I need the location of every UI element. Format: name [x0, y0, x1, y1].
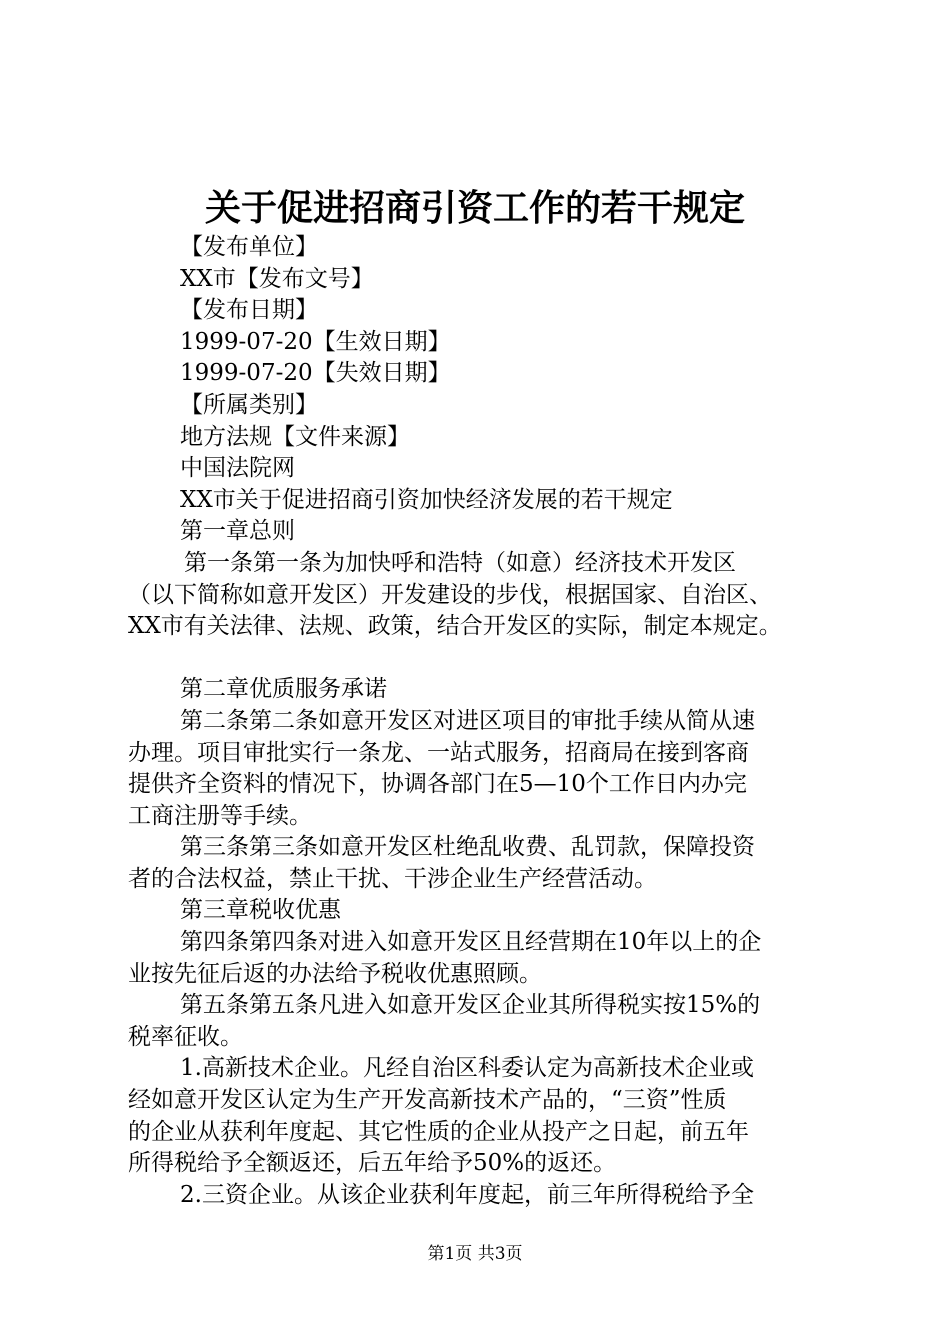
text-line: 1999-07-20【失效日期】 — [180, 360, 451, 387]
text-line: XX市有关法律、法规、政策，结合开发区的实际，制定本规定。 — [128, 613, 782, 640]
text-line: 第四条第四条对进入如意开发区且经营期在10年以上的企 — [180, 929, 762, 956]
text-line: 1999-07-20【生效日期】 — [180, 328, 451, 355]
text-line: 第一条第一条为加快呼和浩特（如意）经济技术开发区 — [184, 549, 736, 576]
text-line: 经如意开发区认定为生产开发高新技术产品的，“三资”性质 — [128, 1087, 727, 1114]
text-line: 【发布单位】 — [180, 234, 318, 260]
text-line: 2.三资企业。从该企业获利年度起，前三年所得税给予全 — [180, 1181, 754, 1208]
document-title: 关于促进招商引资工作的若干规定 — [204, 187, 745, 229]
text-line: 第三条第三条如意开发区杜绝乱收费、乱罚款，保障投资 — [180, 834, 755, 861]
text-line: 者的合法权益，禁止干扰、干涉企业生产经营活动。 — [128, 865, 657, 892]
text-line: XX市【发布文号】 — [180, 265, 374, 292]
text-line: 中国法院网 — [180, 455, 295, 482]
text-line: 办理。项目审批实行一条龙、一站式服务，招商局在接到客商 — [128, 739, 749, 766]
page-footer: 第1页 共3页 — [427, 1244, 523, 1264]
text-line: 第五条第五条凡进入如意开发区企业其所得税实按15%的 — [180, 992, 761, 1019]
text-line: 地方法规【文件来源】 — [180, 423, 410, 450]
text-line: 业按先征后返的办法给予税收优惠照顾。 — [128, 960, 542, 987]
text-line: 工商注册等手续。 — [128, 802, 312, 829]
text-line: 税率征收。 — [128, 1023, 243, 1050]
text-line: 1.高新技术企业。凡经自治区科委认定为高新技术企业或 — [180, 1055, 754, 1082]
text-line: 【发布日期】 — [180, 297, 318, 324]
text-line: 【所属类别】 — [180, 391, 318, 418]
text-line: 第二条第二条如意开发区对进区项目的审批手续从简从速 — [180, 707, 755, 734]
text-line: 第一章总则 — [180, 518, 295, 545]
blank-line — [128, 643, 848, 675]
text-line: 所得税给予全额返还，后五年给予50%的返还。 — [128, 1150, 617, 1177]
text-line: 第二章优质服务承诺 — [180, 676, 387, 703]
text-line: 的企业从获利年度起、其它性质的企业从投产之日起，前五年 — [128, 1118, 749, 1145]
text-line: 提供齐全资料的情况下，协调各部门在5—10个工作日内办完 — [128, 771, 747, 798]
document-body — [128, 232, 848, 1211]
text-line: （以下简称如意开发区）开发建设的步伐，根据国家、自治区、 — [128, 581, 772, 608]
text-line: XX市关于促进招商引资加快经济发展的若干规定 — [180, 486, 673, 513]
text-line: 第三章税收优惠 — [180, 897, 341, 924]
